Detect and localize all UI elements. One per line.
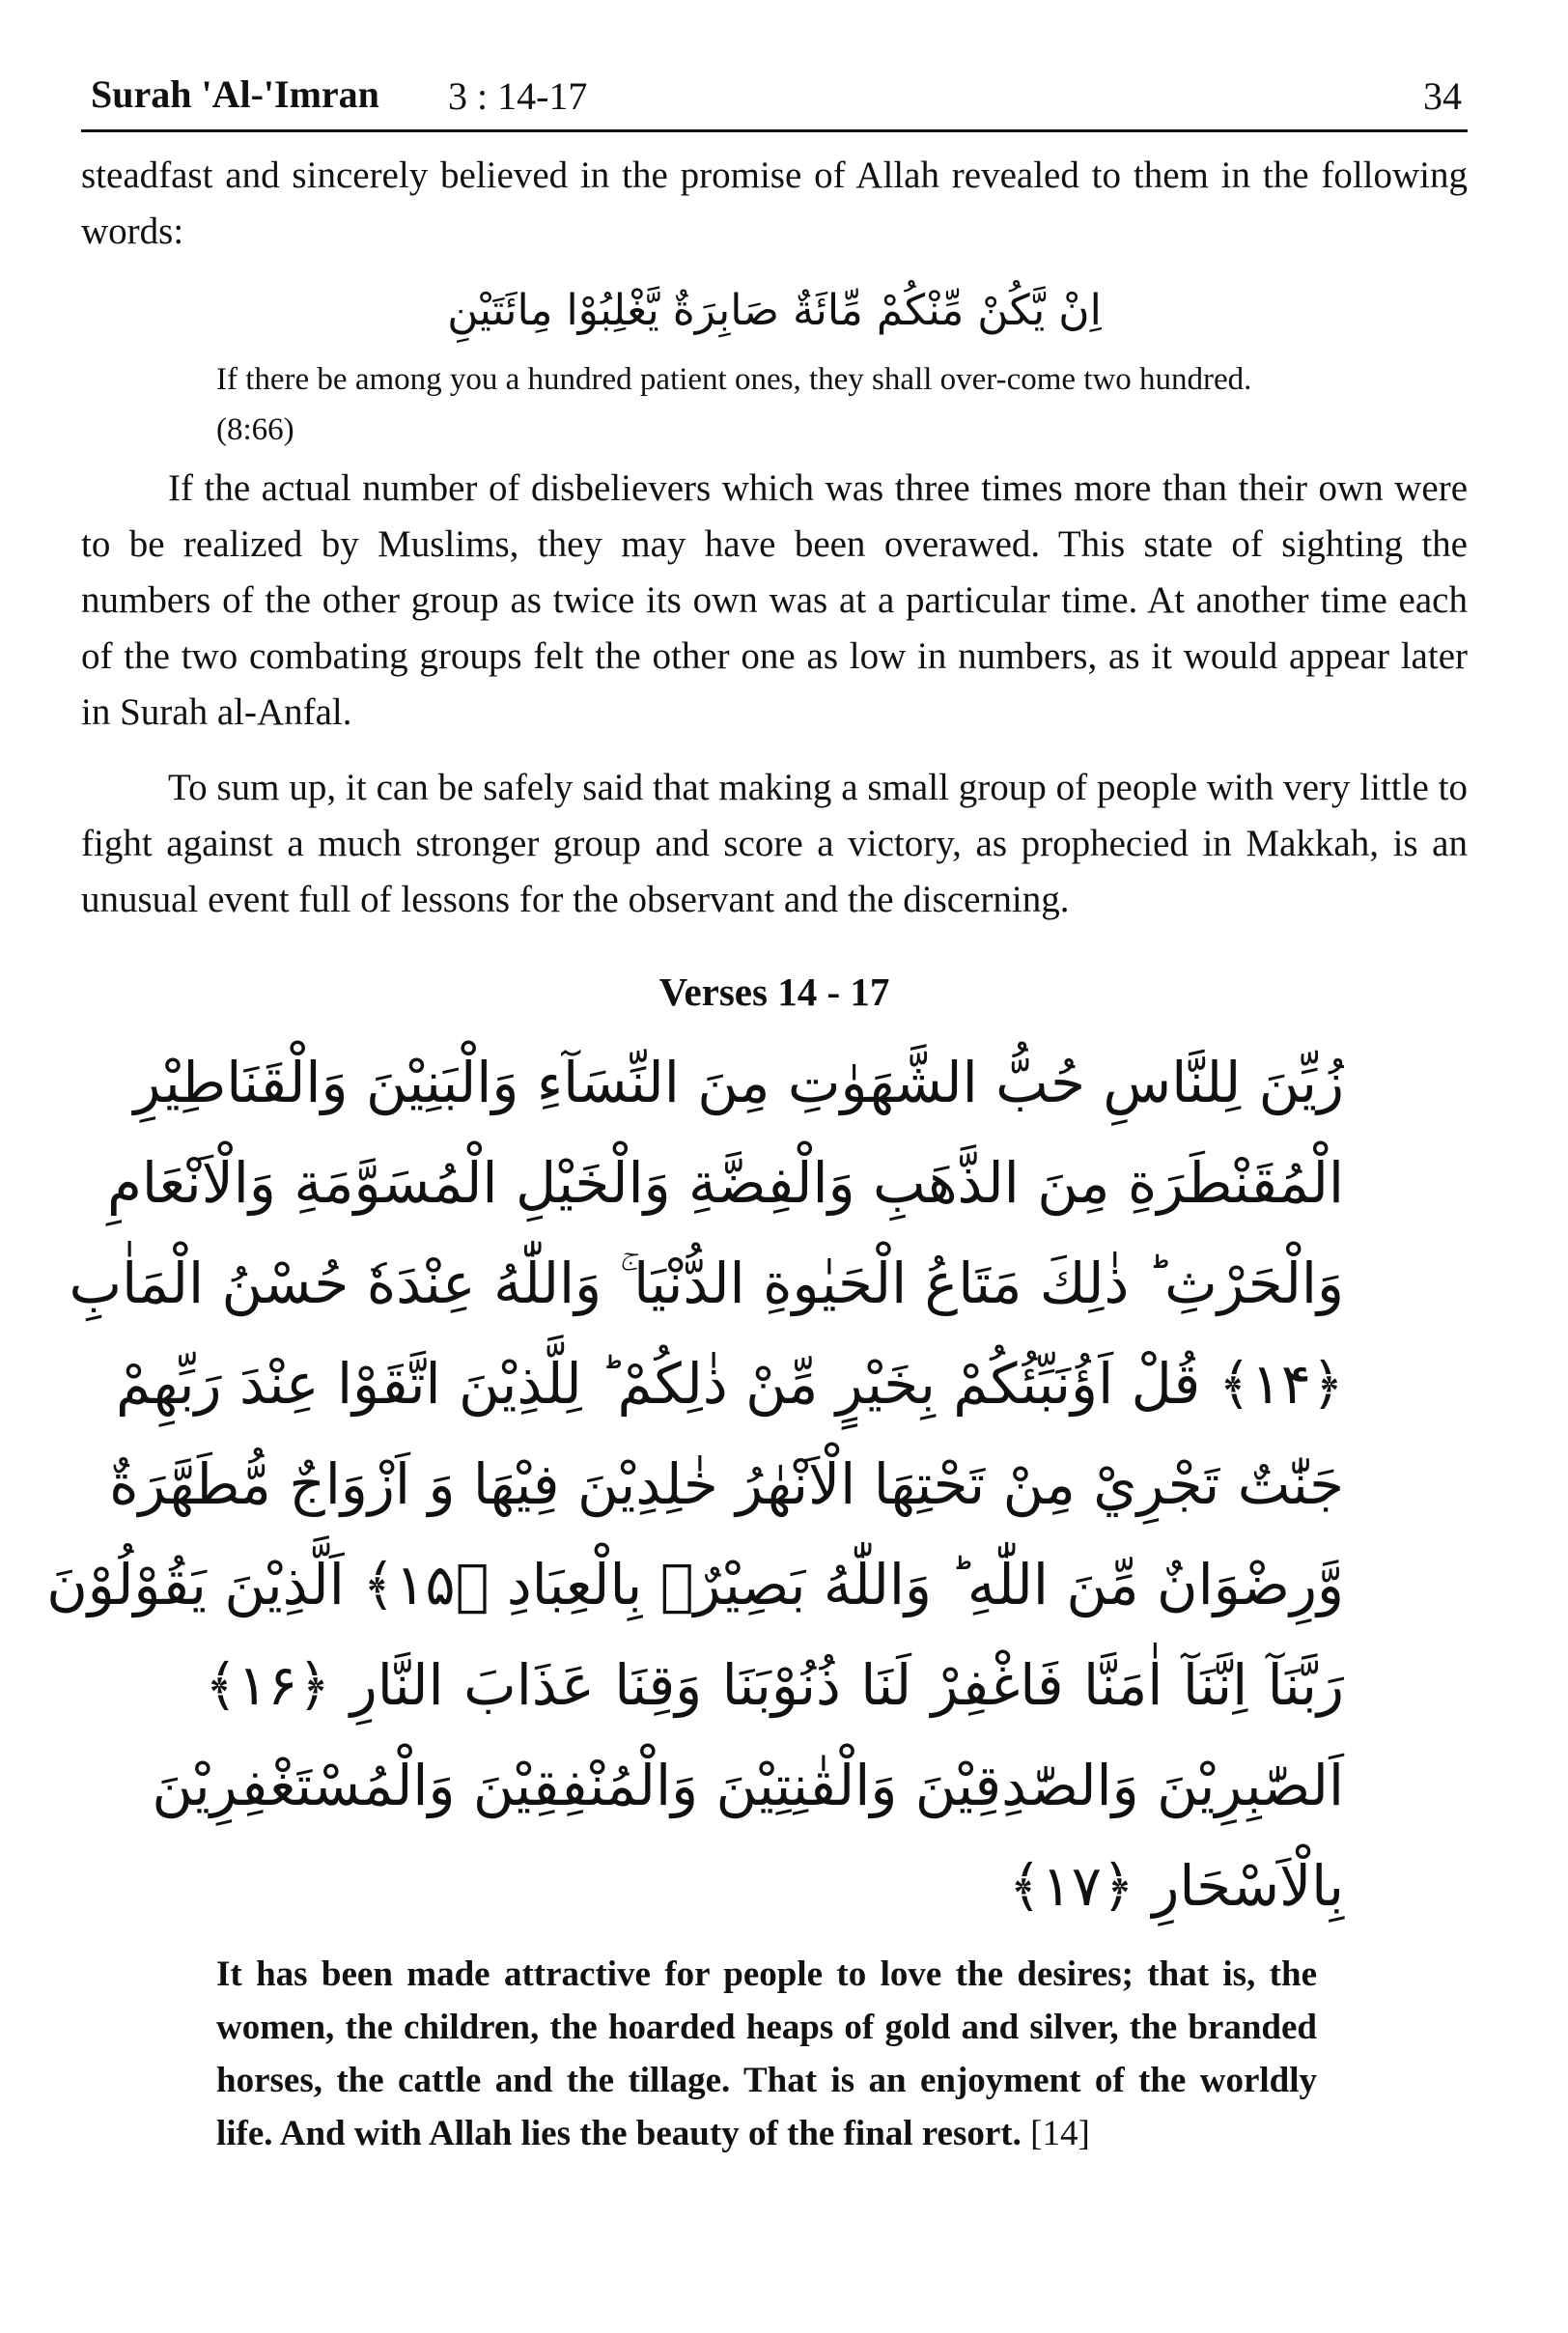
arabic-verse-line: وَالْحَرْثِ ؕ ذٰلِكَ مَتَاعُ الْحَيٰوةِ الدُّنْيَا ۚ وَاللّٰهُ عِنْدَهٗ حُسْنُ الْمَاٰبِ: [69, 1251, 1344, 1316]
arabic-verse-line: رَبَّنَآ اِنَّنَآ اٰمَنَّا فَاغْفِرْ لَنَا ذُنُوْبَنَا وَقِنَا عَذَابَ النَّارِ ﴿۱۶﴾: [205, 1652, 1344, 1718]
intro-paragraph: steadfast and sincerely believed in the promise of Allah revealed to them in the following words:: [81, 155, 1468, 252]
verses-heading: Verses 14 - 17: [658, 970, 890, 1014]
arabic-verse-line: بِالْاَسْحَارِ ﴿۱۷﴾: [1008, 1853, 1344, 1919]
verse-translation-text: It has been made attractive for people to love the desires; that is, the women, the children, the hoarded heaps of gold and silver, the branded horses, the cattle and the tillage. That is an enjoyment of the worldly life. And with Allah lies the beauty of the final resort.: [216, 1954, 1317, 2153]
arabic-verse-line: ﴿۱۴﴾ قُلْ اَؤُنَبِّئُكُمْ بِخَيْرٍ مِّنْ ذٰلِكُمْ ؕ لِلَّذِيْنَ اتَّقَوْا عِنْدَ رَبِّهِمْ: [116, 1351, 1344, 1417]
verse-reference: 3 : 14-17: [448, 74, 588, 118]
arabic-verses: [46, 1032, 1344, 1936]
surah-title: Surah 'Al-'Imran: [91, 72, 379, 116]
summary-paragraph: To sum up, it can be safely said that making a small group of people with very little to fight against a much stronger group and score a victory, as prophecied in Makkah, is an unusual event full of lessons for the observant and the discerning.: [81, 767, 1468, 920]
disbelievers-paragraph: If the actual number of disbelievers which was three times more than their own were to be realized by Muslims, they may have been overawed. This state of sighting the numbers of the other group as twice its own was at a particular time. At another time each of the two combating groups felt the other one as low in numbers, as it would appear later in Surah al-Anfal.: [81, 467, 1468, 733]
arabic-verse-line: وَّرِضْوَانٌ مِّنَ اللّٰهِ ؕ وَاللّٰهُ بَصِيْرٌۢ بِالْعِبَادِ ﴿۱۵﴾ اَلَّذِيْنَ يَقُوْلُوْنَ: [46, 1552, 1344, 1617]
running-header: [81, 58, 1468, 132]
arabic-verse-line: زُيِّنَ لِلنَّاسِ حُبُّ الشَّهَوٰتِ مِنَ النِّسَآءِ وَالْبَنِيْنَ وَالْقَنَاطِيْرِ: [133, 1050, 1344, 1115]
quote-translation: If there be among you a hundred patient ones, they shall over-come two hundred. (8:66): [216, 362, 1252, 447]
verse-number-ref: [14]: [1030, 2114, 1090, 2153]
arabic-verse-line: الْمُقَنْطَرَةِ مِنَ الذَّهَبِ وَالْفِضَّةِ وَالْخَيْلِ الْمُسَوَّمَةِ وَالْاَنْعَامِ: [106, 1150, 1344, 1216]
arabic-verse-line: جَنّٰتٌ تَجْرِيْ مِنْ تَحْتِهَا الْاَنْهٰرُ خٰلِدِيْنَ فِيْهَا وَ اَزْوَاجٌ مُّطَهَّرَةٌ: [109, 1451, 1344, 1517]
arabic-verse-line: اَلصّٰبِرِيْنَ وَالصّٰدِقِيْنَ وَالْقٰنِتِيْنَ وَالْمُنْفِقِيْنَ وَالْمُسْتَغْفِرِيْنَ: [152, 1753, 1344, 1818]
page-number: 34: [1423, 74, 1462, 118]
arabic-quote: اِنْ يَّكُنْ مِّنْكُمْ مِّائَةٌ صَابِرَةٌ يَّغْلِبُوْا مِائَتَيْنِ: [447, 286, 1102, 335]
verse-translation: [216, 1948, 1317, 2160]
book-page: [46, 58, 1468, 2318]
